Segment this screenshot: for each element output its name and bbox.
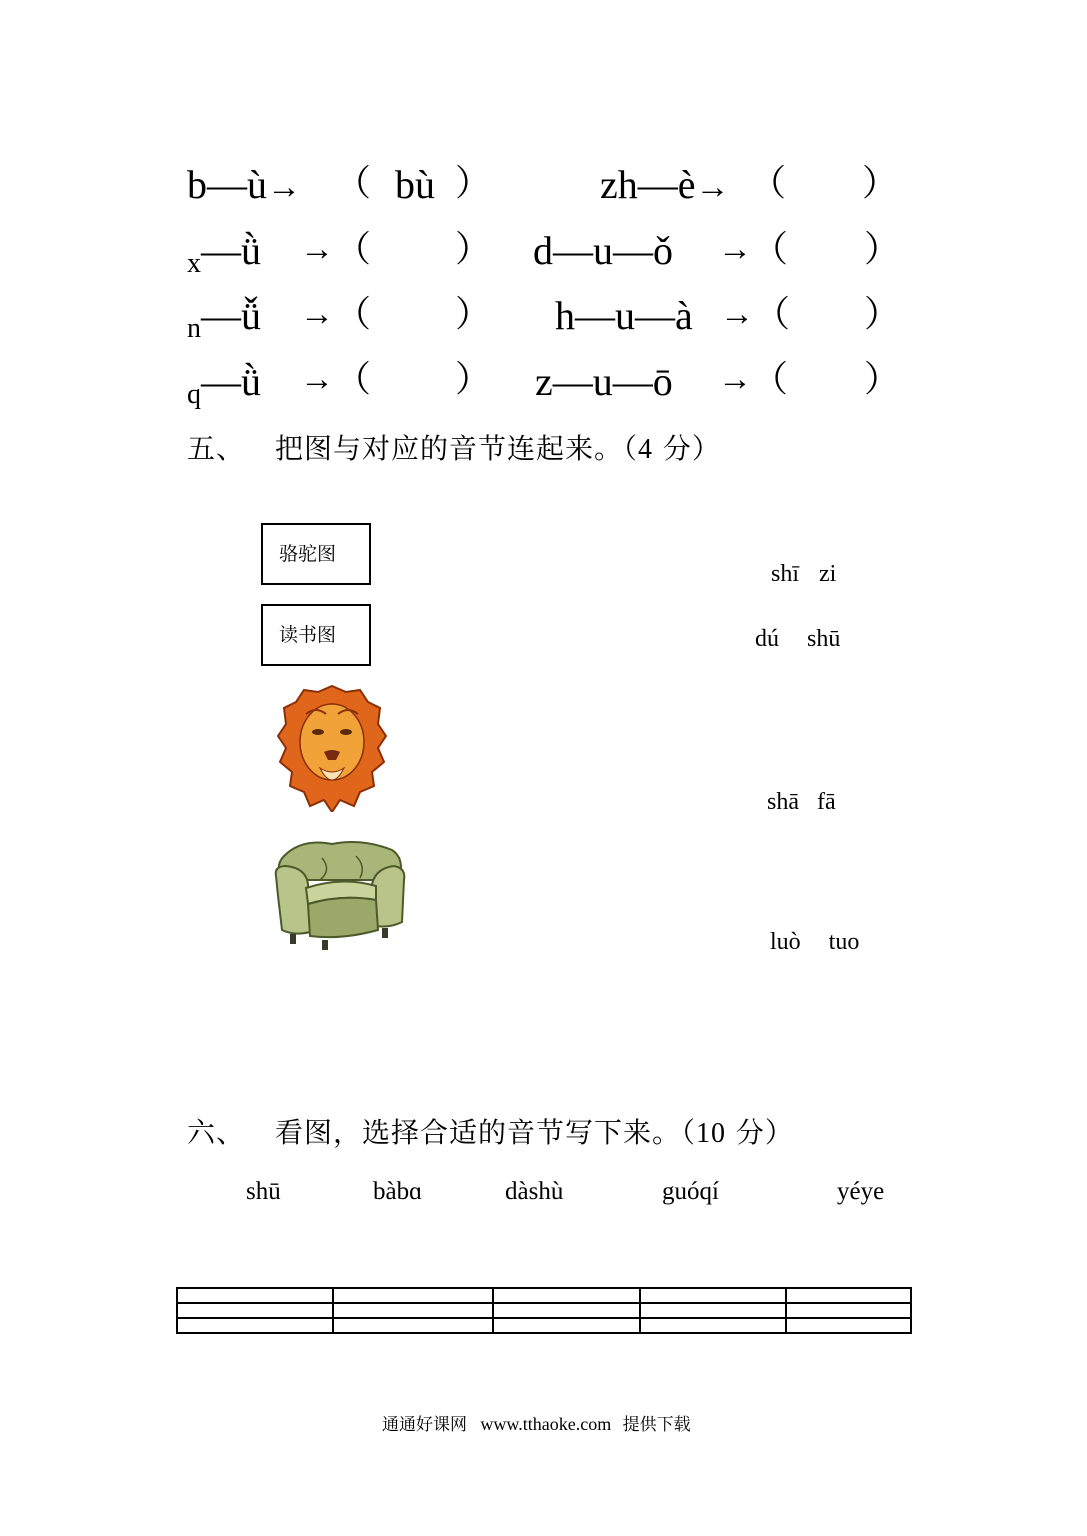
part: z [535,359,553,404]
open-paren: （ [335,359,372,400]
close-paren: ） [455,229,492,270]
heading-text: 把图与对应的音节连起来。（ [275,432,639,465]
syllable-part: dú [755,626,779,652]
footer-suffix: 提供下载 [622,1415,691,1435]
footer [382,1410,691,1435]
part: h [555,293,575,338]
answer-cell[interactable] [493,1288,640,1303]
close-paren: ） [864,229,901,270]
row3-right [555,293,693,338]
section6-heading [187,1111,794,1151]
syllable-part: zi [819,561,837,587]
arrow-icon: → [718,361,752,398]
close-paren: ） [455,294,492,335]
answer-cell[interactable] [333,1318,493,1333]
part: è [677,162,696,207]
word-option: dàshù [505,1178,564,1205]
dash: — [552,359,593,404]
dash: — [612,359,653,404]
row1-left [187,162,301,207]
arrow-icon: → [720,296,754,333]
syllable-shizi [771,561,836,588]
part: u [615,293,635,338]
dash: — [201,228,241,273]
dash: — [575,293,615,338]
dash: — [637,162,678,207]
section5-heading [187,427,721,467]
word-option: shū [246,1178,281,1205]
arrow-icon: → [300,361,334,398]
image-placeholder-label: 骆驼图 [279,543,337,565]
row4-left [187,359,261,410]
dash: — [553,228,593,273]
image-placeholder-label: 读书图 [279,624,337,646]
part: à [675,293,693,338]
initial: x [187,248,201,279]
arrow-icon: → [267,169,301,206]
initial: b [187,162,207,207]
arrow-icon: → [300,231,334,268]
initial: q [187,379,201,410]
word-option: yéye [837,1178,885,1205]
part: zh [600,162,638,207]
word-option: guóqí [662,1178,719,1205]
answer-cell[interactable] [640,1318,786,1333]
row1-right [600,162,730,207]
table-row [177,1318,911,1333]
score: 10 [696,1118,727,1149]
answer-example: bù [395,162,435,207]
heading-text: 看图，选择合适的音节写下来。（ [275,1116,697,1149]
close-paren: ） [862,163,899,204]
word-option: bàbɑ [373,1178,423,1205]
arrow-icon: → [695,169,730,206]
row2-right [533,228,673,273]
close-paren: ） [455,163,492,204]
syllable-shafa [767,789,836,816]
heading-end: 分） [653,432,721,465]
final: ǚ [241,293,261,338]
part: d [533,228,553,273]
syllable-luotuo [770,929,859,956]
close-paren: ） [455,359,492,400]
answer-cell[interactable] [177,1318,333,1333]
answer-cell[interactable] [177,1288,333,1303]
dash: — [201,359,241,404]
close-paren: ） [864,359,901,400]
close-paren: ） [864,294,901,335]
syllable-dushu [755,626,840,653]
final: ù [247,162,267,207]
camel-image-box [261,523,371,585]
answer-cell[interactable] [493,1303,640,1318]
row2-left [187,228,261,279]
score: 4 [638,434,654,465]
lion-image [276,684,388,812]
answer-cell[interactable] [333,1288,493,1303]
open-paren: （ [750,163,787,204]
part: u [593,228,613,273]
part: ǒ [653,228,673,273]
syllable-part: shū [807,626,841,652]
arrow-icon: → [718,231,752,268]
answer-cell[interactable] [786,1288,911,1303]
row3-left [187,293,261,344]
open-paren: （ [754,294,791,335]
syllable-part: fā [817,789,836,815]
answer-cell[interactable] [493,1318,640,1333]
syllable-part: tuo [828,929,860,955]
part: ō [652,359,673,404]
footer-url[interactable]: www.tthaoke.com [480,1414,612,1434]
answer-cell[interactable] [640,1288,786,1303]
open-paren: （ [752,229,789,270]
open-paren: （ [335,294,372,335]
table-row [177,1288,911,1303]
footer-site: 通通好课网 [382,1415,467,1435]
section-number: 六、 [187,1116,246,1149]
dash: — [635,293,675,338]
open-paren: （ [752,359,789,400]
dash: — [207,162,247,207]
row4-right [535,359,673,404]
final: ǜ [241,359,261,404]
syllable-part: luò [770,929,801,955]
answer-cell[interactable] [640,1303,786,1318]
answer-cell[interactable] [786,1303,911,1318]
answer-grid [176,1287,912,1334]
dash: — [201,293,241,338]
dash: — [613,228,653,273]
answer-cell[interactable] [333,1303,493,1318]
reading-image-box [261,604,371,666]
section-number: 五、 [187,432,246,465]
open-paren: （ [335,229,372,270]
open-paren: （ [335,163,372,204]
table-row [177,1303,911,1318]
answer-cell[interactable] [177,1303,333,1318]
sofa-image [272,836,408,952]
part: u [592,359,613,404]
syllable-part: shī [771,561,800,587]
final: ǜ [241,228,261,273]
initial: n [187,313,201,344]
heading-end: 分） [726,1116,794,1149]
arrow-icon: → [300,296,334,333]
answer-cell[interactable] [786,1318,911,1333]
syllable-part: shā [767,789,799,815]
